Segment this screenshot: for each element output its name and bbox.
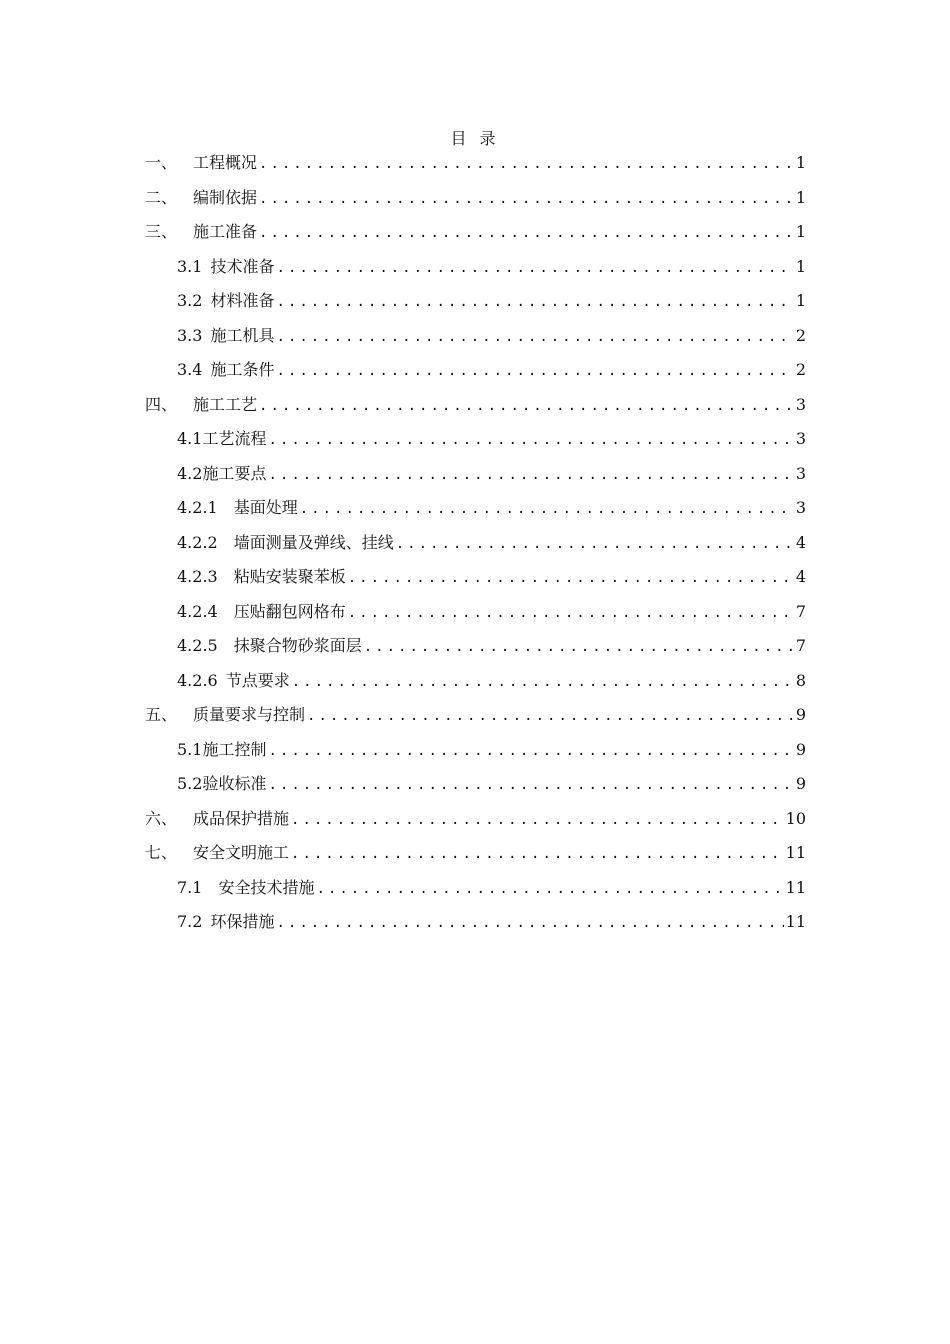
toc-entry-number: 5.2 xyxy=(177,774,203,793)
toc-entry-page: 11 xyxy=(785,912,806,931)
toc-leader-dots xyxy=(268,458,793,493)
toc-leader-dots xyxy=(276,354,793,389)
toc-entry-title: 安全技术措施 xyxy=(218,877,315,897)
toc-entry-title: 施工准备 xyxy=(193,222,258,241)
toc-entry-number: 二、 xyxy=(145,187,178,207)
toc-entry-title: 墙面测量及弹线、挂线 xyxy=(233,532,394,552)
toc-leader-dots xyxy=(268,734,793,769)
toc-entry-number: 三、 xyxy=(145,222,178,241)
toc-entry-title: 基面处理 xyxy=(233,498,298,517)
toc-entry[interactable] xyxy=(145,422,806,457)
toc-leader-dots xyxy=(259,182,794,217)
toc-entry-title: 质量要求与控制 xyxy=(193,705,306,724)
toc-leader-dots xyxy=(276,251,793,286)
toc-entry-page: 3 xyxy=(795,429,806,448)
toc-entry-title: 工艺流程 xyxy=(202,429,267,448)
toc-entry-title: 环保措施 xyxy=(210,912,275,931)
toc-entry-number: 5.1 xyxy=(177,739,203,759)
toc-entry[interactable] xyxy=(145,250,806,285)
toc-leader-dots xyxy=(276,285,793,320)
toc-entry-page: 10 xyxy=(785,808,806,828)
toc-leader-dots xyxy=(276,906,783,941)
toc-leader-dots xyxy=(259,389,794,424)
toc-entry[interactable] xyxy=(145,284,806,319)
toc-entry-page: 7 xyxy=(795,601,806,621)
toc-entry-title: 验收标准 xyxy=(202,774,267,793)
toc-entry-page: 11 xyxy=(785,877,806,897)
toc-entry-number: 7.2 xyxy=(177,912,203,931)
toc-entry-page: 1 xyxy=(795,291,806,310)
toc-entry[interactable] xyxy=(145,560,806,595)
toc-entry[interactable] xyxy=(145,629,806,664)
toc-entry-page: 9 xyxy=(795,739,806,759)
toc-entry-page: 3 xyxy=(795,463,806,483)
toc-entry[interactable] xyxy=(145,526,806,561)
toc-entry-number: 4.1 xyxy=(177,429,203,448)
toc-entry-page: 7 xyxy=(795,636,806,655)
toc-entry-title: 施工工艺 xyxy=(193,394,258,414)
toc-entry-title: 节点要求 xyxy=(225,670,290,690)
toc-entry[interactable] xyxy=(145,181,806,216)
toc-entry-number: 七、 xyxy=(145,843,178,862)
toc-entry-title: 施工条件 xyxy=(210,360,275,379)
toc-entry-number: 4.2.1 xyxy=(177,498,218,517)
toc-leader-dots xyxy=(316,872,783,907)
toc-entry-page: 4 xyxy=(795,567,806,586)
toc-entry[interactable] xyxy=(145,388,806,423)
toc-leader-dots xyxy=(300,492,794,527)
toc-entry[interactable] xyxy=(145,733,806,768)
toc-entry[interactable] xyxy=(145,457,806,492)
toc-entry-title: 技术准备 xyxy=(210,256,275,276)
toc-leader-dots xyxy=(348,596,794,631)
toc-entry[interactable] xyxy=(145,215,806,250)
toc-entry-number: 4.2 xyxy=(177,463,203,483)
toc-entry[interactable] xyxy=(145,319,806,354)
toc-entry-number: 4.2.4 xyxy=(177,601,218,621)
toc-leader-dots xyxy=(364,630,794,665)
toc-entry-number: 四、 xyxy=(145,394,178,414)
toc-entry[interactable] xyxy=(145,871,806,906)
toc-leader-dots xyxy=(259,216,794,251)
toc-leader-dots xyxy=(292,665,794,700)
toc-entry[interactable] xyxy=(145,698,806,733)
toc-entry[interactable] xyxy=(145,146,806,181)
toc-entry-number: 3.1 xyxy=(177,256,203,276)
toc-entry-number: 五、 xyxy=(145,705,178,724)
toc-entry-number: 3.3 xyxy=(177,325,203,345)
toc-entry-title: 压贴翻包网格布 xyxy=(233,601,346,621)
toc-entry[interactable] xyxy=(145,767,806,802)
table-of-contents xyxy=(145,146,806,940)
toc-title: 目 录 xyxy=(450,129,500,148)
toc-entry-page: 1 xyxy=(795,187,806,207)
toc-leader-dots xyxy=(259,147,794,182)
toc-leader-dots xyxy=(276,320,793,355)
toc-entry-title: 成品保护措施 xyxy=(193,808,290,828)
toc-entry[interactable] xyxy=(145,802,806,837)
toc-entry-number: 4.2.3 xyxy=(177,567,218,586)
toc-entry-number: 4.2.2 xyxy=(177,532,218,552)
toc-entry[interactable] xyxy=(145,836,806,871)
toc-entry-number: 3.2 xyxy=(177,291,203,310)
toc-leader-dots xyxy=(307,699,794,734)
toc-entry[interactable] xyxy=(145,595,806,630)
toc-entry-page: 1 xyxy=(795,153,806,172)
toc-entry-title: 施工控制 xyxy=(202,739,267,759)
toc-leader-dots xyxy=(291,837,784,872)
toc-leader-dots xyxy=(268,423,793,458)
toc-entry[interactable] xyxy=(145,905,806,940)
toc-entry-page: 3 xyxy=(795,498,806,517)
toc-entry-title: 编制依据 xyxy=(193,187,258,207)
toc-entry[interactable] xyxy=(145,664,806,699)
toc-entry-page: 2 xyxy=(795,360,806,379)
toc-entry-page: 11 xyxy=(785,843,806,862)
toc-leader-dots xyxy=(348,561,794,596)
toc-leader-dots xyxy=(291,803,784,838)
toc-entry[interactable] xyxy=(145,353,806,388)
toc-entry-page: 3 xyxy=(795,394,806,414)
toc-entry-page: 1 xyxy=(795,256,806,276)
toc-entry-title: 材料准备 xyxy=(210,291,275,310)
toc-entry-page: 9 xyxy=(795,774,806,793)
toc-entry-page: 9 xyxy=(795,705,806,724)
toc-entry-page: 8 xyxy=(795,670,806,690)
toc-entry-number: 4.2.6 xyxy=(177,670,218,690)
toc-entry-page: 4 xyxy=(795,532,806,552)
toc-entry-number: 7.1 xyxy=(177,877,203,897)
toc-entry-title: 抹聚合物砂浆面层 xyxy=(233,636,362,655)
toc-entry-number: 一、 xyxy=(145,153,178,172)
toc-leader-dots xyxy=(268,768,793,803)
toc-entry-title: 施工要点 xyxy=(202,463,267,483)
toc-entry-title: 工程概况 xyxy=(193,153,258,172)
toc-entry-page: 1 xyxy=(795,222,806,241)
toc-entry-number: 六、 xyxy=(145,808,178,828)
toc-entry-number: 3.4 xyxy=(177,360,203,379)
toc-entry-title: 粘贴安装聚苯板 xyxy=(233,567,346,586)
toc-entry[interactable] xyxy=(145,491,806,526)
toc-entry-title: 施工机具 xyxy=(210,325,275,345)
toc-entry-number: 4.2.5 xyxy=(177,636,218,655)
toc-entry-title: 安全文明施工 xyxy=(193,843,290,862)
toc-entry-page: 2 xyxy=(795,325,806,345)
toc-leader-dots xyxy=(396,527,794,562)
